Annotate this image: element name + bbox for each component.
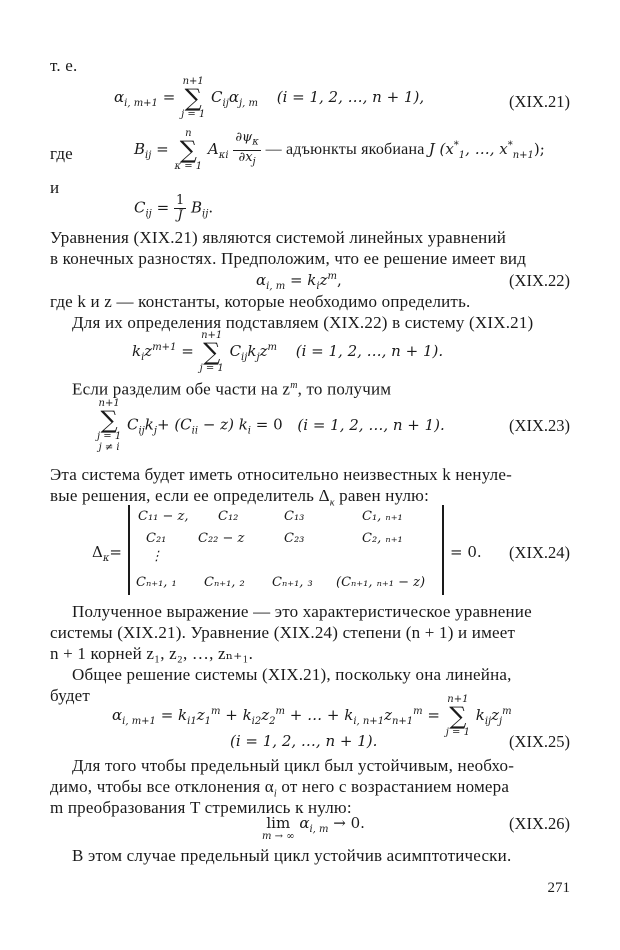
paragraph-7-line-2: будет [50, 686, 91, 705]
matrix-cell-r4c3: Cₙ₊₁, ₃ [272, 575, 313, 590]
equation-xix-23: n+1 ∑ j = 1 j ≠ i $C_{ij}k_j+ (C_{ii} - z) k_i = 0$ (i = 1, 2, …, n + 1). [97, 398, 445, 453]
equation-number-xix-25: (XIX.25) [509, 732, 570, 751]
and-word: и [50, 178, 60, 197]
paragraph-1-line-1: Уравнения (XIX.21) являются системой линейных уравнений [50, 228, 507, 247]
matrix-cell-r4c4: (Cₙ₊₁, ₙ₊₁ − z) [336, 575, 426, 590]
paragraph-8-line-3: m преобразования T стремились к нулю: [50, 798, 352, 817]
paragraph-4-line-1: Если разделим обе части на $z^m$, то получим [72, 379, 392, 399]
matrix-cell-r2c3: C₂₃ [284, 531, 305, 546]
matrix-cell-r1c3: C₁₃ [284, 509, 305, 524]
matrix-cell-r2c4: C₂, ₙ₊₁ [362, 531, 403, 546]
paragraph-9-line-1: В этом случае предельный цикл устойчив асимптотически. [72, 846, 512, 865]
equation-number-xix-24: (XIX.24) [509, 543, 570, 562]
paragraph-5-line-2: вые решения, если ее определитель $\Delta_\kappa$ равен нулю: [50, 486, 429, 509]
determinant-matrix [128, 505, 444, 595]
sum-symbol: n+1 ∑ j = 1 [199, 330, 224, 374]
equation-xix-22: $\alpha_{i, m} = k_iz^m$, [256, 271, 342, 292]
paragraph-8-line-1: Для того чтобы предельный цикл был устойчивым, необхо- [72, 756, 515, 775]
matrix-cell-r4c1: Cₙ₊₁, ₁ [136, 575, 177, 590]
paragraph-5-line-1: Эта система будет иметь относительно неизвестных k ненуле- [50, 465, 512, 484]
equation-xix-26: lim m → ∞ $\alpha_{i, m} \to 0$. [262, 814, 365, 842]
equation-xix-21: $\alpha_{i, m+1}$ = n+1 ∑ j = 1 $C_{ij}\alpha_{j, m}$ (i = 1, 2, …, n + 1), [114, 76, 425, 120]
page-number: 271 [547, 880, 570, 896]
paragraph-8-line-2: димо, чтобы все отклонения $\alpha_i$ от него с возрастанием номера [50, 777, 510, 800]
matrix-cell-r4c2: Cₙ₊₁, ₂ [204, 575, 245, 590]
equation-cij: $C_{ij}$ = $\frac{1}{J}$ $B_{ij}$. [134, 193, 214, 223]
matrix-cell-r1c2: C₁₂ [218, 509, 239, 524]
fraction-dpsi-dx: $\frac{\partial\psi_\kappa}{\partial x_j}$ [235, 129, 259, 168]
paragraph-7-line-1: Общее решение системы (XIX.21), поскольку она линейна, [72, 665, 512, 684]
matrix-vdots: ⋮ [150, 549, 163, 564]
equation-xix-25: $\alpha_{i, m+1} = k_{i1}z_1^m + k_{i2}z_2^m$ + … + $k_{i, n+1}z_{n+1}^m$ = n+1 ∑ j = 1 $k_{ij}z_j^m$ [112, 694, 512, 738]
matrix-cell-r1c4: C₁, ₙ₊₁ [362, 509, 403, 524]
equation-number-xix-23: (XIX.23) [509, 416, 570, 435]
where-word: где [50, 144, 73, 163]
determinant-right-bar [442, 505, 444, 595]
equation-number-xix-26: (XIX.26) [509, 814, 570, 833]
sum-symbol: n+1 ∑ j = 1 j ≠ i [97, 398, 122, 453]
sum-symbol: n+1 ∑ j = 1 [181, 76, 206, 120]
paragraph-6-line-1: Полученное выражение — это характеристическое уравнение [72, 602, 532, 621]
equation-bij: $B_{ij}$ = n ∑ κ = 1 $A_{\kappa i}$ $\frac{\partial\psi_\kappa}{\partial x_j}$ — адъюнкты якобиана J ($x^*_1$, …, $x^*_{n+1}$); [134, 128, 545, 172]
paragraph-2-line-1: где k и z — константы, которые необходимо определить. [50, 292, 471, 311]
paragraph-3-line-1: Для их определения подставляем (XIX.22) в систему (XIX.21) [72, 313, 534, 332]
matrix-cell-r2c1: C₂₁ [146, 531, 167, 546]
equation-number-xix-22: (XIX.22) [509, 271, 570, 290]
equation-xix-25-condition: (i = 1, 2, …, n + 1). [230, 732, 378, 750]
sum-symbol: n ∑ κ = 1 [174, 128, 203, 172]
determinant-rhs: = 0. [450, 543, 482, 561]
equation-number-xix-21: (XIX.21) [509, 92, 570, 111]
intro-text: т. е. [50, 56, 78, 75]
determinant-left-bar [128, 505, 130, 595]
equation-substitution: $k_iz^{m+1}$ = n+1 ∑ j = 1 $C_{ij}k_jz^m$ (i = 1, 2, …, n + 1). [132, 330, 444, 374]
matrix-cell-r1c1: C₁₁ − z, [138, 509, 189, 524]
sum-symbol: n+1 ∑ j = 1 [445, 694, 470, 738]
determinant-lhs: $\Delta_\kappa=$ [92, 543, 122, 564]
paragraph-1-line-2: в конечных разностях. Предположим, что ее решение имеет вид [50, 249, 527, 268]
matrix-cell-r2c2: C₂₂ − z [198, 531, 245, 546]
fraction-one-over-j: $\frac{1}{J}$ [175, 193, 185, 223]
paragraph-6-line-3: n + 1 корней z₁, z₂, …, zₙ₊₁. [50, 644, 254, 663]
paragraph-6-line-2: системы (XIX.21). Уравнение (XIX.24) степени (n + 1) и имеет [50, 623, 516, 642]
